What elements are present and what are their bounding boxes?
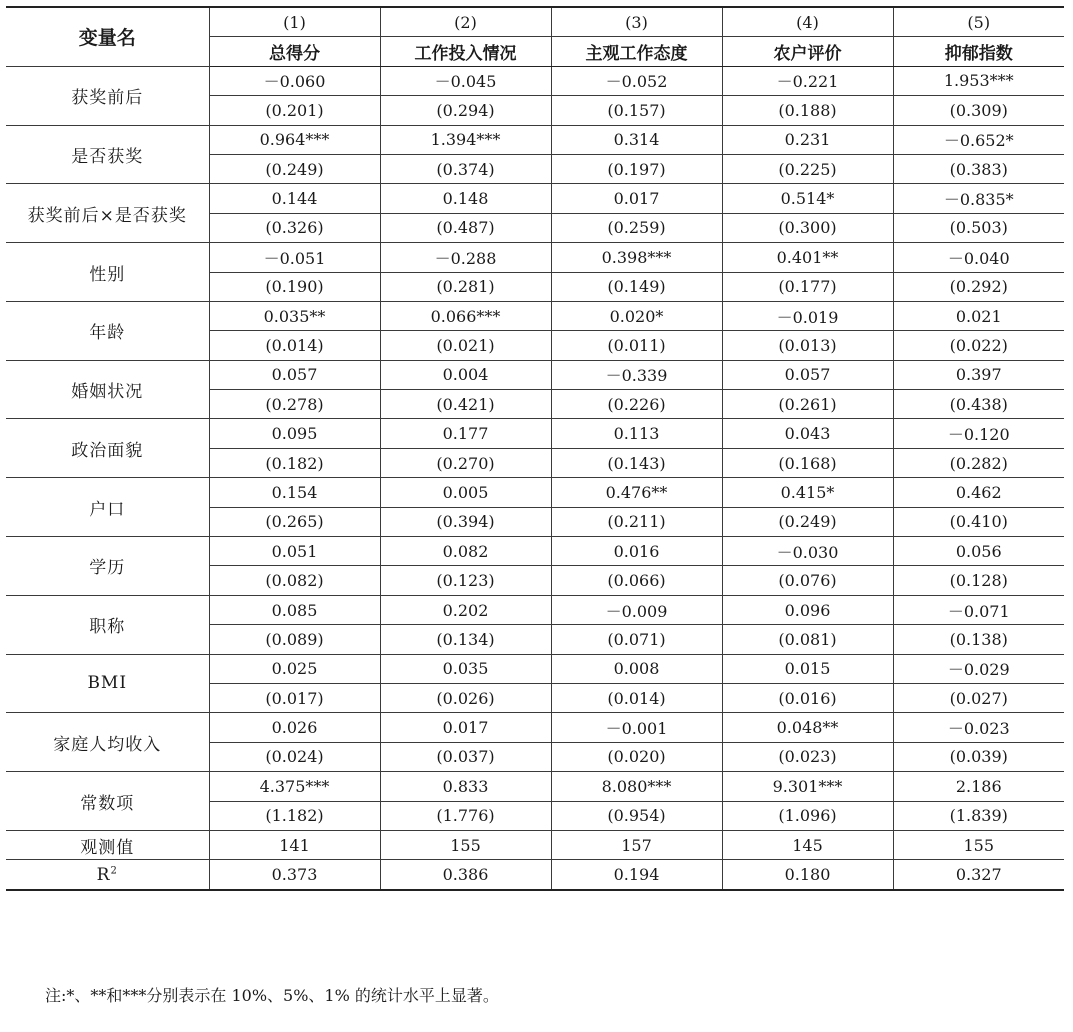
coefficient-cell: 0.015 [722,654,893,683]
coefficient-cell: －0.652* [893,125,1064,154]
coefficient-cell: －0.339 [551,360,722,389]
table-cell: 0.386 [380,860,551,890]
coefficient-cell: 0.514* [722,184,893,213]
table-note: 注:*、**和***分别表示在 10%、5%、1% 的统计水平上显著。 [45,986,499,1005]
coefficient-cell: 4.375*** [209,772,380,801]
column-name: 抑郁指数 [893,37,1064,66]
std-error-cell: (0.226) [551,390,722,419]
std-error-cell: (0.438) [893,390,1064,419]
std-error-cell: (0.143) [551,448,722,477]
std-error-cell: (0.157) [551,96,722,125]
coefficient-row [6,360,1064,389]
table-cell: 0.327 [893,860,1064,890]
coefficient-cell: 0.113 [551,419,722,448]
std-error-cell: (0.082) [209,566,380,595]
row-label: 年龄 [6,301,209,360]
coefficient-cell: 0.415* [722,478,893,507]
coefficient-cell: 0.057 [209,360,380,389]
coefficient-cell: 0.202 [380,595,551,624]
coefficient-cell: 1.394*** [380,125,551,154]
coefficient-row [6,184,1064,213]
row-label: 学历 [6,537,209,596]
std-error-cell: (0.249) [209,154,380,183]
table-cell: 155 [893,830,1064,859]
std-error-cell: (0.300) [722,213,893,242]
coefficient-cell: －0.030 [722,537,893,566]
std-error-cell: (0.168) [722,448,893,477]
coefficient-row [6,478,1064,507]
table-cell: 0.194 [551,860,722,890]
std-error-cell: (0.076) [722,566,893,595]
std-error-cell: (0.410) [893,507,1064,536]
coefficient-cell: 0.096 [722,595,893,624]
coefficient-cell: 0.043 [722,419,893,448]
observations-row [6,830,1064,859]
coefficient-cell: 0.095 [209,419,380,448]
std-error-cell: (0.309) [893,96,1064,125]
regression-table [6,6,1064,891]
row-label: 政治面貌 [6,419,209,478]
std-error-cell: (1.776) [380,801,551,830]
column-number: (2) [380,7,551,37]
std-error-cell: (0.261) [722,390,893,419]
std-error-cell: (0.282) [893,448,1064,477]
coefficient-cell: 0.020* [551,301,722,330]
table-cell: 157 [551,830,722,859]
r-squared-symbol: R [96,864,111,885]
row-label: 观测值 [6,830,209,859]
coefficient-cell: 0.017 [551,184,722,213]
std-error-cell: (0.503) [893,213,1064,242]
coefficient-cell: 0.833 [380,772,551,801]
coefficient-row [6,713,1064,742]
coefficient-cell: 0.177 [380,419,551,448]
row-label: 户口 [6,478,209,537]
std-error-cell: (0.026) [380,683,551,712]
std-error-cell: (0.281) [380,272,551,301]
std-error-cell: (0.071) [551,625,722,654]
std-error-cell: (0.954) [551,801,722,830]
std-error-cell: (0.024) [209,742,380,771]
std-error-cell: (0.278) [209,390,380,419]
column-name: 总得分 [209,37,380,66]
column-number: (4) [722,7,893,37]
coefficient-cell: －0.045 [380,66,551,95]
row-label: 获奖前后×是否获奖 [6,184,209,243]
std-error-cell: (0.066) [551,566,722,595]
row-label [6,860,209,890]
std-error-cell: (0.326) [209,213,380,242]
std-error-cell: (0.023) [722,742,893,771]
std-error-cell: (0.225) [722,154,893,183]
coefficient-cell: 0.082 [380,537,551,566]
coefficient-cell: －0.001 [551,713,722,742]
row-label: 常数项 [6,772,209,831]
coefficient-cell: －0.051 [209,243,380,272]
coefficient-row [6,419,1064,448]
coefficient-cell: －0.009 [551,595,722,624]
coefficient-cell: 0.035** [209,301,380,330]
coefficient-cell: 2.186 [893,772,1064,801]
std-error-cell: (0.138) [893,625,1064,654]
table-cell: 0.373 [209,860,380,890]
coefficient-cell: －0.040 [893,243,1064,272]
std-error-cell: (0.270) [380,448,551,477]
table-body [6,66,1064,889]
column-number: (5) [893,7,1064,37]
column-number: (3) [551,7,722,37]
std-error-cell: (0.201) [209,96,380,125]
r-squared-superscript: 2 [110,864,118,876]
coefficient-cell: 9.301*** [722,772,893,801]
coefficient-cell: 0.026 [209,713,380,742]
std-error-cell: (0.149) [551,272,722,301]
std-error-cell: (0.081) [722,625,893,654]
std-error-cell: (0.292) [893,272,1064,301]
coefficient-cell: 0.462 [893,478,1064,507]
coefficient-cell: 0.005 [380,478,551,507]
coefficient-cell: 1.953*** [893,66,1064,95]
coefficient-cell: 0.148 [380,184,551,213]
std-error-cell: (0.421) [380,390,551,419]
row-label: 获奖前后 [6,66,209,125]
coefficient-cell: 0.398*** [551,243,722,272]
std-error-cell: (0.190) [209,272,380,301]
coefficient-cell: 0.016 [551,537,722,566]
row-label: 是否获奖 [6,125,209,184]
coefficient-cell: －0.288 [380,243,551,272]
coefficient-cell: 0.231 [722,125,893,154]
coefficient-row [6,654,1064,683]
coefficient-cell: 0.004 [380,360,551,389]
coefficient-cell: －0.060 [209,66,380,95]
std-error-cell: (0.383) [893,154,1064,183]
std-error-cell: (0.089) [209,625,380,654]
std-error-cell: (0.294) [380,96,551,125]
coefficient-cell: 0.057 [722,360,893,389]
std-error-cell: (0.197) [551,154,722,183]
coefficient-row [6,537,1064,566]
std-error-cell: (0.011) [551,331,722,360]
coefficient-cell: 0.144 [209,184,380,213]
std-error-cell: (0.021) [380,331,551,360]
table-cell: 145 [722,830,893,859]
std-error-cell: (0.039) [893,742,1064,771]
coefficient-cell: 0.401** [722,243,893,272]
coefficient-row [6,301,1064,330]
std-error-cell: (0.188) [722,96,893,125]
coefficient-cell: －0.023 [893,713,1064,742]
std-error-cell: (0.027) [893,683,1064,712]
row-label: 家庭人均收入 [6,713,209,772]
std-error-cell: (1.839) [893,801,1064,830]
std-error-cell: (0.123) [380,566,551,595]
coefficient-cell: －0.071 [893,595,1064,624]
std-error-cell: (0.211) [551,507,722,536]
std-error-cell: (0.394) [380,507,551,536]
table-cell: 155 [380,830,551,859]
coefficient-row [6,595,1064,624]
coefficient-cell: －0.019 [722,301,893,330]
coefficient-cell: 0.085 [209,595,380,624]
coefficient-cell: 0.066*** [380,301,551,330]
std-error-cell: (0.374) [380,154,551,183]
r-squared-row [6,860,1064,890]
row-label: 婚姻状况 [6,360,209,419]
header-row-numbers [6,7,1064,37]
std-error-cell: (0.487) [380,213,551,242]
std-error-cell: (0.265) [209,507,380,536]
coefficient-cell: －0.052 [551,66,722,95]
column-name: 农户评价 [722,37,893,66]
coefficient-row [6,243,1064,272]
std-error-cell: (0.182) [209,448,380,477]
column-name: 工作投入情况 [380,37,551,66]
coefficient-cell: －0.029 [893,654,1064,683]
coefficient-cell: 8.080*** [551,772,722,801]
std-error-cell: (0.017) [209,683,380,712]
coefficient-cell: 0.048** [722,713,893,742]
std-error-cell: (0.128) [893,566,1064,595]
coefficient-cell: 0.051 [209,537,380,566]
coefficient-cell: 0.476** [551,478,722,507]
coefficient-cell: 0.035 [380,654,551,683]
coefficient-cell: 0.017 [380,713,551,742]
coefficient-row [6,772,1064,801]
coefficient-cell: 0.397 [893,360,1064,389]
table-cell: 141 [209,830,380,859]
variable-name-header: 变量名 [6,7,209,66]
std-error-cell: (1.096) [722,801,893,830]
coefficient-row [6,66,1064,95]
coefficient-cell: －0.835* [893,184,1064,213]
std-error-cell: (1.182) [209,801,380,830]
coefficient-cell: 0.021 [893,301,1064,330]
row-label: 性别 [6,243,209,302]
coefficient-cell: 0.154 [209,478,380,507]
column-name: 主观工作态度 [551,37,722,66]
column-number: (1) [209,7,380,37]
table-cell: 0.180 [722,860,893,890]
coefficient-row [6,125,1064,154]
coefficient-cell: 0.025 [209,654,380,683]
coefficient-cell: －0.221 [722,66,893,95]
coefficient-cell: 0.314 [551,125,722,154]
coefficient-cell: 0.008 [551,654,722,683]
std-error-cell: (0.249) [722,507,893,536]
std-error-cell: (0.020) [551,742,722,771]
std-error-cell: (0.037) [380,742,551,771]
row-label: 职称 [6,595,209,654]
std-error-cell: (0.177) [722,272,893,301]
std-error-cell: (0.014) [551,683,722,712]
row-label: BMI [6,654,209,713]
std-error-cell: (0.013) [722,331,893,360]
coefficient-cell: 0.056 [893,537,1064,566]
coefficient-cell: 0.964*** [209,125,380,154]
std-error-cell: (0.134) [380,625,551,654]
coefficient-cell: －0.120 [893,419,1064,448]
std-error-cell: (0.014) [209,331,380,360]
std-error-cell: (0.016) [722,683,893,712]
std-error-cell: (0.022) [893,331,1064,360]
std-error-cell: (0.259) [551,213,722,242]
